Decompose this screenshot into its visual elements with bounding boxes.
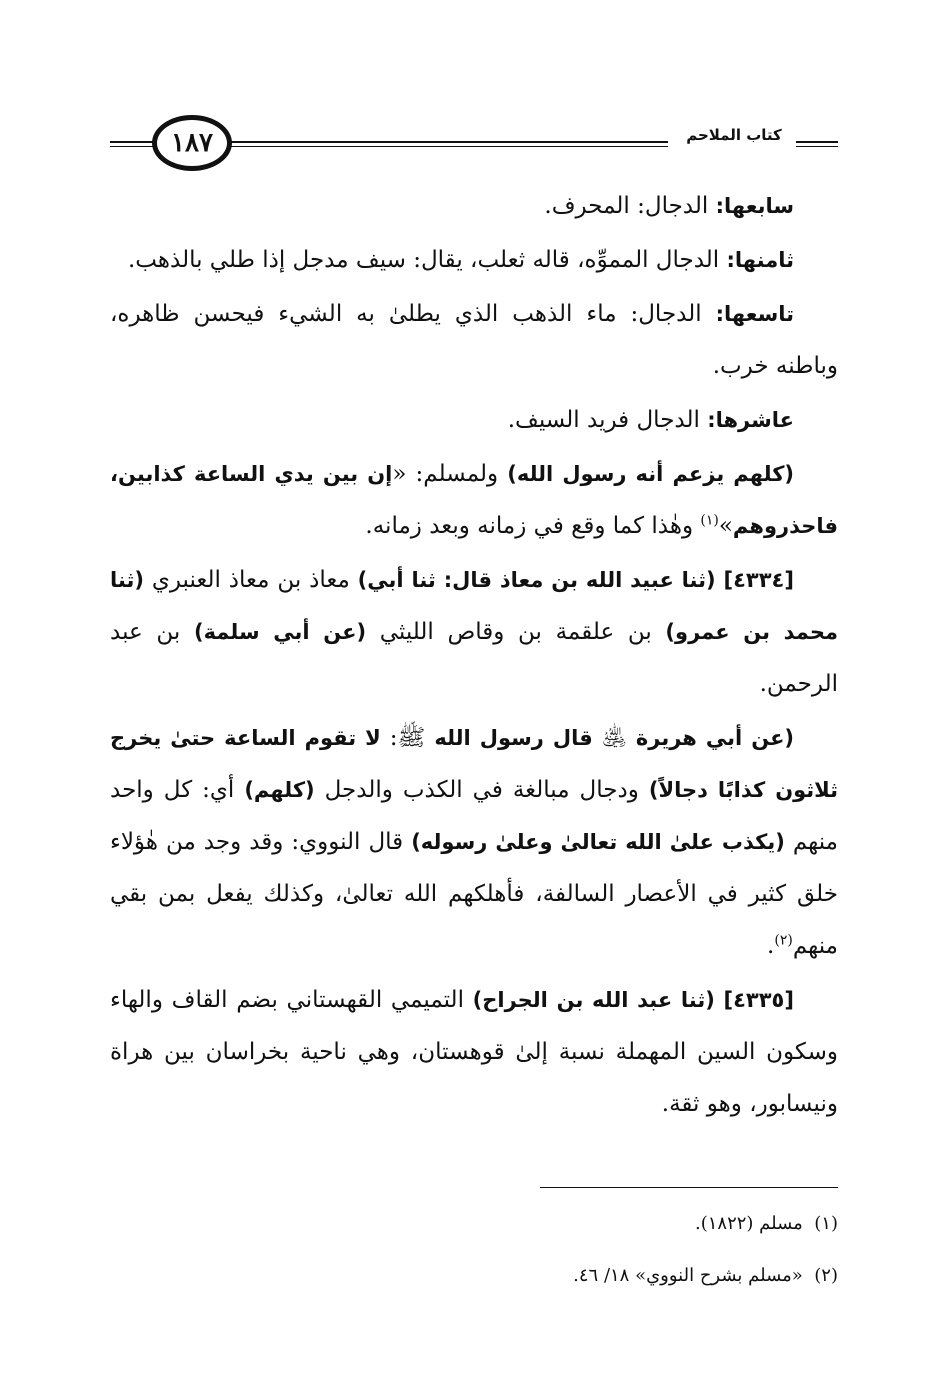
- commentary-text: .: [767, 933, 775, 959]
- footnote-ref[interactable]: (٢): [774, 932, 793, 949]
- footnote-text: مسلم (١٨٢٢).: [695, 1213, 803, 1234]
- honorific-text: ﷺ:: [380, 725, 435, 751]
- paragraph-hadith-4334: [110, 554, 838, 710]
- page-header: [110, 112, 838, 182]
- paragraph-text: الدجال المموِّه، قاله ثعلب، يقال: سيف مدجل إذا طلي بالذهب.: [127, 247, 727, 273]
- hadith-text: إن بين يدي الساعة كذابين، فاحذروهم: [110, 462, 838, 538]
- paragraph-tenth: [110, 394, 838, 446]
- paragraph-seventh: [110, 180, 838, 232]
- main-text: [110, 180, 838, 1132]
- paragraph-text: الدجال فريد السيف.: [507, 407, 708, 433]
- paragraph-label: سابعها:: [715, 194, 794, 218]
- header-rule-middle: [220, 141, 668, 147]
- header-rule-right: [796, 141, 838, 147]
- paragraph-abu-hurayra: [110, 712, 838, 972]
- footnote-number: (٢): [814, 1265, 838, 1286]
- hadith-text: (كلهم يزعم أنه رسول الله): [507, 462, 795, 486]
- hadith-text: [٤٣٣٥] (ثنا عبد الله بن الجراح): [472, 988, 794, 1012]
- paragraph-label: ثامنها:: [726, 248, 794, 272]
- paragraph-hadith-quote: [110, 448, 838, 552]
- commentary-text: ودجال مبالغة في الكذب والدجل: [314, 777, 649, 803]
- running-title: كتاب الملاحم: [686, 126, 782, 144]
- footnotes: [110, 1198, 838, 1302]
- paragraph-label: تاسعها:: [715, 302, 794, 326]
- commentary-text: ولمسلم: «: [392, 461, 508, 487]
- page-number: ١٨٧: [152, 115, 232, 171]
- hadith-text: (ثنا محمد بن عمرو): [110, 568, 838, 644]
- commentary-text: »: [718, 513, 733, 539]
- footnote-number: (١): [814, 1213, 838, 1234]
- commentary-text: قال النووي: وقد وجد من هٰؤلاء خلق كثير في الأعصار السالفة، فأهلكهم الله تعالىٰ، وكذلك يفعل بمن بقي منهم: [110, 829, 838, 959]
- commentary-text: أي: كل واحد منهم: [110, 777, 838, 855]
- paragraph-label: عاشرها:: [707, 408, 794, 432]
- honorific-text: ﵁: [592, 725, 636, 751]
- paragraph-eighth: [110, 234, 838, 286]
- paragraph-ninth: [110, 288, 838, 392]
- commentary-text: وهٰذا كما وقع في زمانه وبعد زمانه.: [365, 513, 701, 539]
- commentary-text: معاذ بن معاذ العنبري: [143, 567, 358, 593]
- footnote-ref[interactable]: (١): [700, 512, 719, 529]
- commentary-text: بن علقمة بن وقاص الليثي: [366, 619, 666, 645]
- hadith-text: (عن أبي سلمة): [193, 620, 367, 644]
- hadith-text: لا تقوم الساعة حتىٰ يخرج ثلاثون كذابًا دجالاً): [110, 726, 838, 802]
- commentary-text: بن عبد الرحمن.: [110, 619, 838, 697]
- footnote-item: [110, 1198, 838, 1250]
- hadith-text: (يكذب علىٰ الله تعالىٰ وعلىٰ رسوله): [411, 830, 785, 854]
- hadith-text: (كلهم): [244, 778, 315, 802]
- paragraph-text: الدجال: ماء الذهب الذي يطلىٰ به الشيء فيحسن ظاهره، وباطنه خرب.: [110, 301, 838, 379]
- footnote-separator: [540, 1187, 838, 1188]
- commentary-text: التميمي القهستاني بضم القاف والهاء وسكون السين المهملة نسبة إلىٰ قوهستان، وهي ناحية بخراسان بين هراة ونيسابور، وهو ثقة.: [110, 987, 838, 1117]
- hadith-text: [٤٣٣٤] (ثنا عبيد الله بن معاذ قال: ثنا أبي): [357, 568, 794, 592]
- paragraph-hadith-4335: [110, 974, 838, 1130]
- footnote-text: «مسلم بشرح النووي» ١٨/ ٤٦.: [573, 1265, 803, 1286]
- hadith-text: (عن أبي هريرة: [635, 726, 795, 750]
- footnote-item: [110, 1250, 838, 1302]
- hadith-text: قال رسول الله: [434, 726, 593, 750]
- paragraph-text: الدجال: المحرف.: [544, 193, 716, 219]
